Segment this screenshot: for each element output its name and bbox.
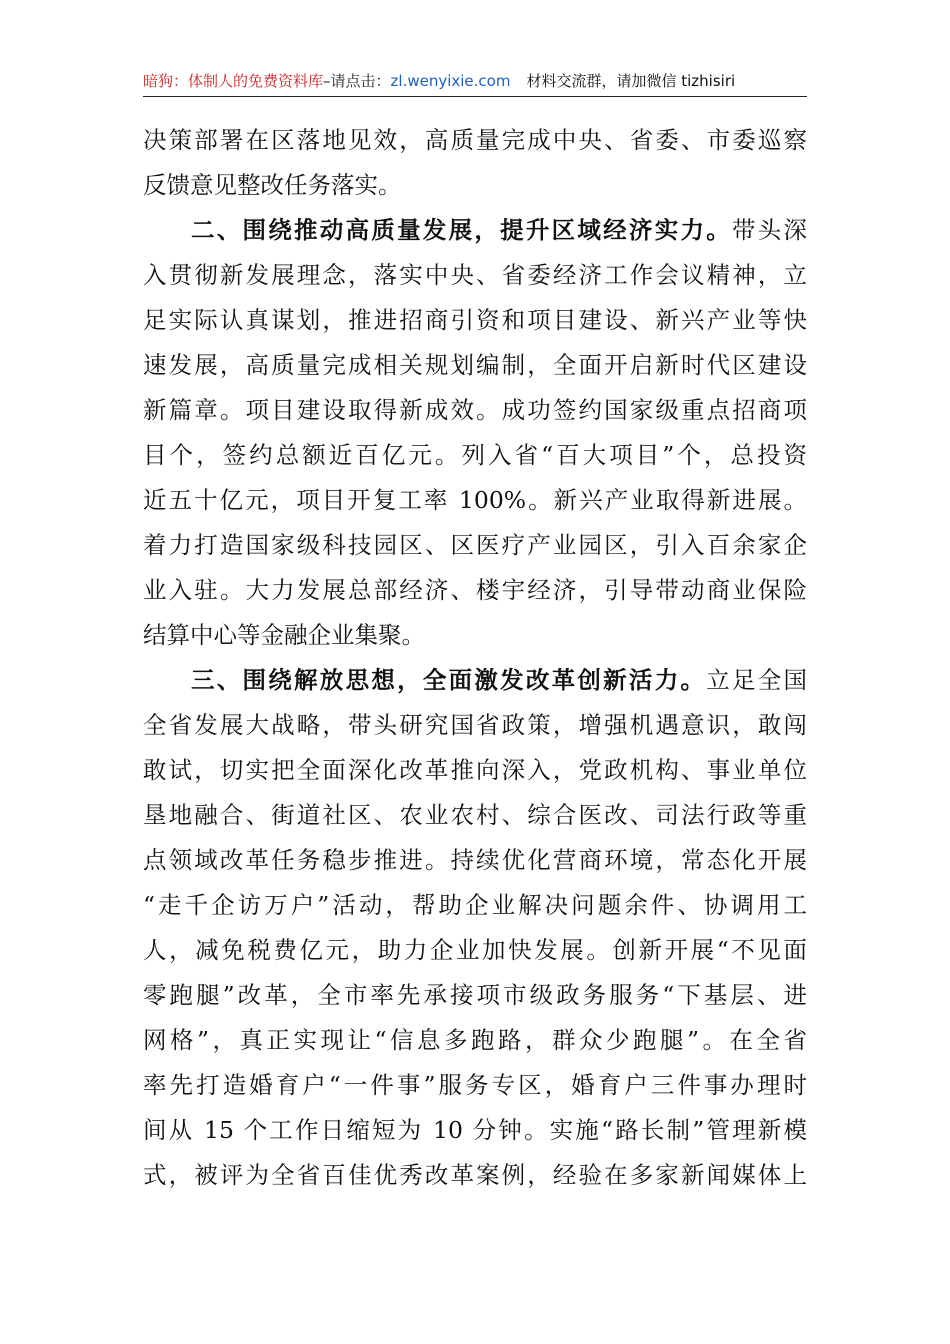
text-line: 式，被评为全省百佳优秀改革案例，经验在多家新闻媒体上 (143, 1161, 807, 1189)
text-line: 着力打造国家级科技园区、区医疗产业园区，引入百余家企 (143, 531, 807, 559)
document-body (143, 118, 807, 1198)
paragraph-2 (143, 208, 807, 658)
paragraph-first-line (143, 208, 807, 253)
header-group-info: 材料交流群，请加微信 tizhisiri (526, 72, 736, 90)
section-heading: 三、围绕解放思想，全面激发改革创新活力。 (191, 666, 707, 694)
header-brand: 暗狗：体制人的免费资料库 (143, 72, 324, 90)
text-line: 网格”，真正实现让“信息多跑路，群众少跑腿”。在全省 (143, 1026, 807, 1054)
text-line: 结算中心等金融企业集聚。 (143, 621, 425, 649)
paragraph-3 (143, 658, 807, 1198)
section-heading: 二、围绕推动高质量发展，提升区域经济实力。 (191, 216, 732, 244)
text-line: 足实际认真谋划，推进招商引资和项目建设、新兴产业等快 (143, 306, 807, 334)
text-line: 敢试，切实把全面深化改革推向深入，党政机构、事业单位 (143, 756, 807, 784)
text-line: 垦地融合、街道社区、农业农村、综合医改、司法行政等重 (143, 801, 807, 829)
paragraph-first-line (143, 658, 807, 703)
text-line: 率先打造婚育户“一件事”服务专区，婚育户三件事办理时 (143, 1071, 807, 1099)
text-line: 新篇章。项目建设取得新成效。成功签约国家级重点招商项 (143, 396, 807, 424)
text-run: 带头深 (731, 216, 807, 244)
header-link[interactable]: zl.wenyixie.com (390, 72, 511, 90)
text-line: 点领域改革任务稳步推进。持续优化营商环境，常态化开展 (143, 846, 807, 874)
text-line: 近五十亿元，项目开复工率 100%。新兴产业取得新进展。 (143, 486, 807, 514)
text-line: 反馈意见整改任务落实。 (143, 171, 402, 199)
header-click-label: –请点击： (323, 72, 391, 90)
text-line: 入贯彻新发展理念，落实中央、省委经济工作会议精神，立 (143, 261, 807, 289)
text-line: 速发展，高质量完成相关规划编制，全面开启新时代区建设 (143, 351, 807, 379)
text-run: 立足全国 (706, 666, 807, 694)
paragraph-1 (143, 118, 807, 208)
text-line: 间从 15 个工作日缩短为 10 分钟。实施“路长制”管理新模 (143, 1116, 807, 1144)
text-line: 目个，签约总额近百亿元。列入省“百大项目”个，总投资 (143, 441, 807, 469)
text-line: 人，减免税费亿元，助力企业加快发展。创新开展“不见面 (143, 936, 807, 964)
text-line: “走千企访万户”活动，帮助企业解决问题余件、协调用工 (143, 891, 807, 919)
text-line: 决策部署在区落地见效，高质量完成中央、省委、市委巡察 (143, 126, 807, 154)
text-line: 业入驻。大力发展总部经济、楼宇经济，引导带动商业保险 (143, 576, 807, 604)
text-line: 零跑腿”改革，全市率先承接项市级政务服务“下基层、进 (143, 981, 807, 1009)
page-header (143, 66, 807, 97)
text-line: 全省发展大战略，带头研究国省政策，增强机遇意识，敢闯 (143, 711, 807, 739)
